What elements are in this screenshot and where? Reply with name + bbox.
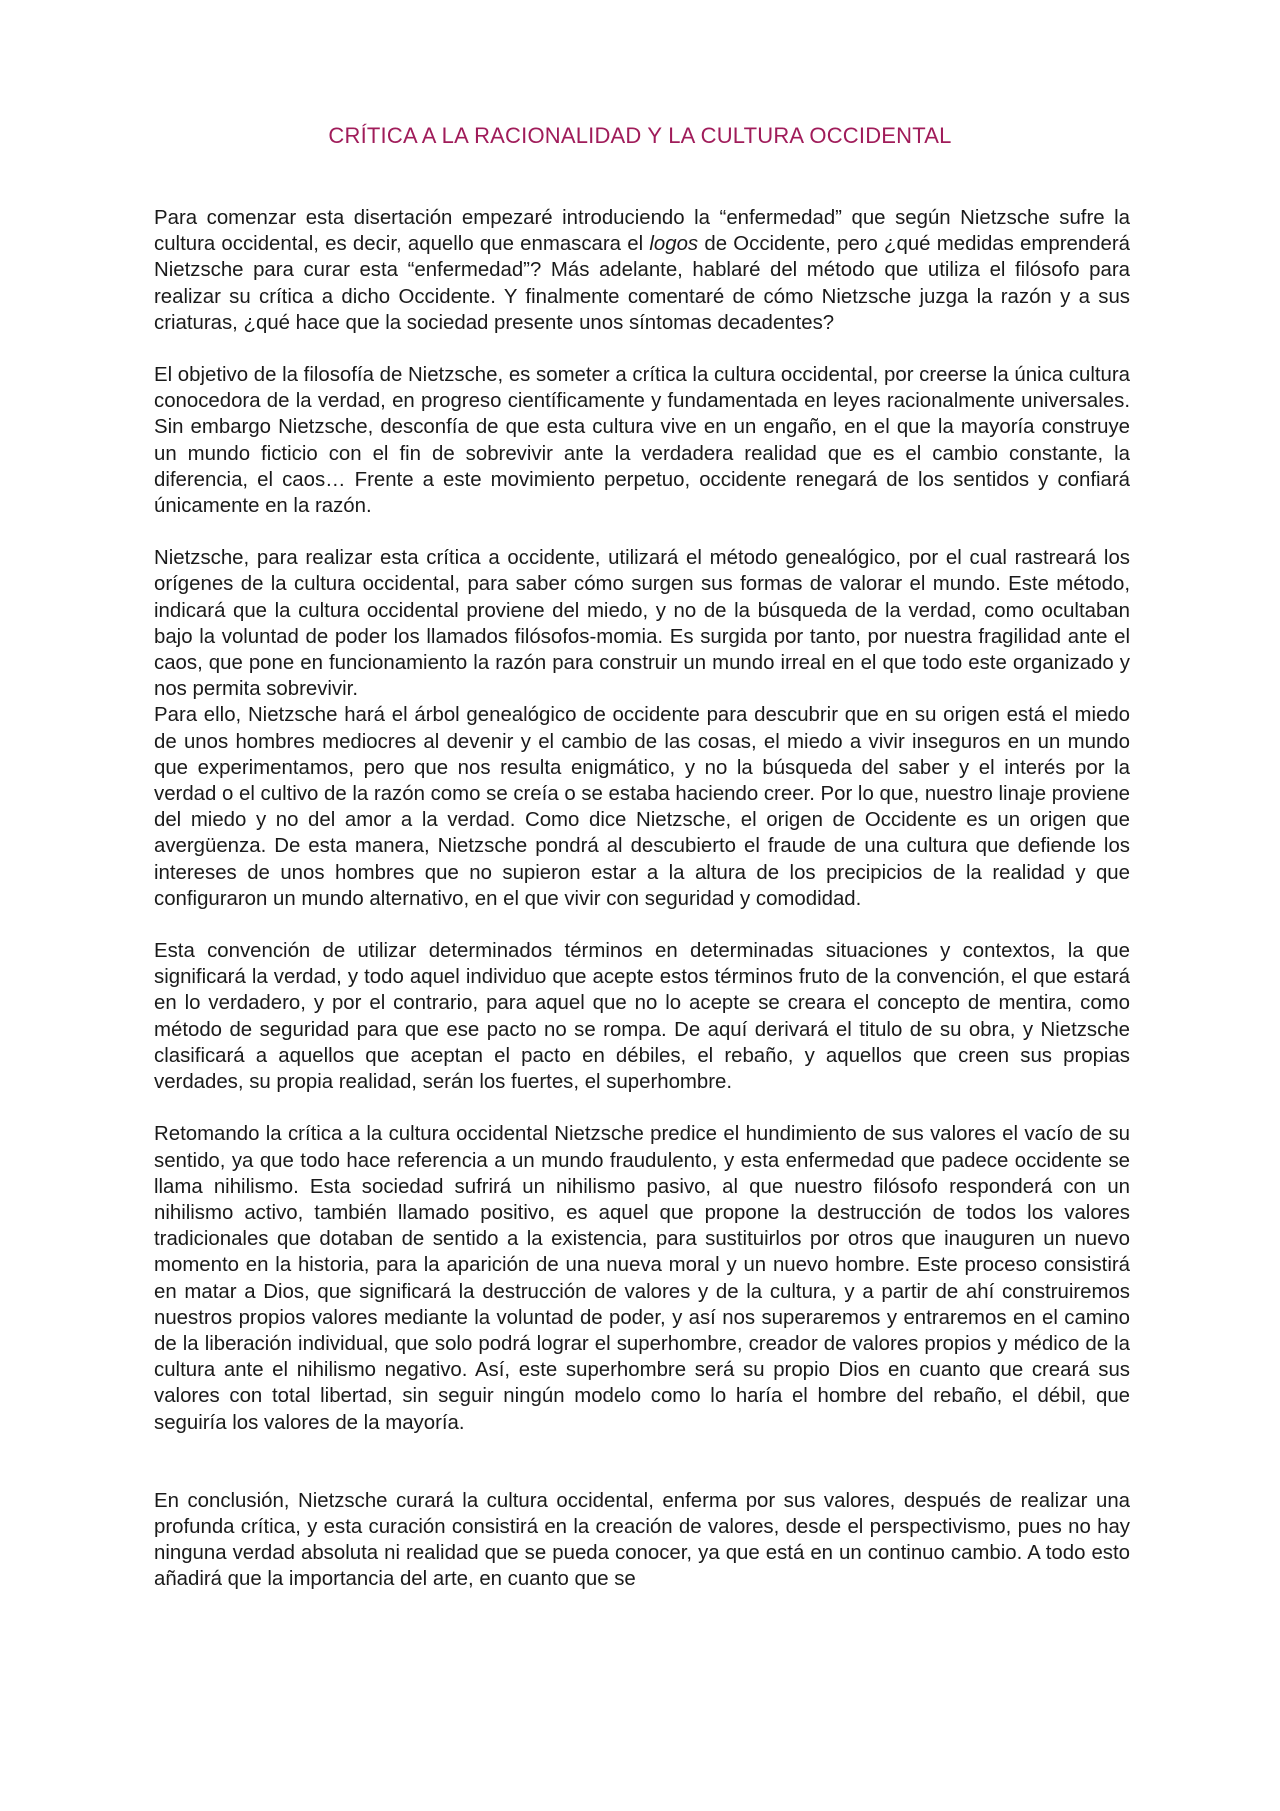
paragraph-introduction-text-start: Para comenzar esta disertación empezaré introduciendo la “enfermedad” que según Nietzsche sufre la cultura occidental, es decir, aquello que enmascara el	[154, 207, 1130, 256]
paragraph-convention: Esta convención de utilizar determinados términos en determinadas situaciones y contextos, la que significará la verdad, y todo aquel individuo que acepte estos términos fruto de la convención, el que estará en lo verdadero, y por el contrario, para aquel que no lo acepte se creara el concepto de mentira, como método de seguridad para que ese pacto no se rompa. De aquí derivará el titulo de su obra, y Nietzsche clasificará a aquellos que aceptan el pacto en débiles, el rebaño, y aquellos que creen sus propias verdades, su propia realidad, serán los fuertes, el superhombre.	[154, 940, 1130, 1094]
paragraph-introduction-italic-term: logos	[649, 233, 699, 256]
paragraph-objective: El objetivo de la filosofía de Nietzsche, es someter a crítica la cultura occidental, por creerse la única cultura conocedora de la verdad, en progreso científicamente y fundamentada en leyes racionalmente universales. Sin embargo Nietzsche, desconfía de que esta cultura vive en un engaño, en el que la mayoría construye un mundo ficticio con el fin de sobrevivir ante la verdadera realidad que es el cambio constante, la diferencia, el caos… Frente a este movimiento perpetuo, occidente renegará de los sentidos y confiará únicamente en la razón.	[154, 364, 1130, 518]
paragraph-introduction-text-end: de Occidente, pero ¿qué medidas emprenderá Nietzsche para curar esta “enfermedad”? Más adelante, hablaré del método que utiliza el filósofo para realizar su crítica a dicho Occidente. Y finalmente comentaré de cómo Nietzsche juzga la razón y a sus criaturas, ¿qué hace que la sociedad presente unos síntomas decadentes?	[154, 233, 1130, 334]
paragraph-genealogical-method: Nietzsche, para realizar esta crítica a occidente, utilizará el método genealógico, por el cual rastreará los orígenes de la cultura occidental, para saber cómo surgen sus formas de valorar el mundo. Este método, indicará que la cultura occidental proviene del miedo, y no de la búsqueda de la verdad, como ocultaban bajo la voluntad de poder los llamados filósofos-momia. Es surgida por tanto, por nuestra fragilidad ante el caos, que pone en funcionamiento la razón para construir un mundo irreal en el que todo este organizado y nos permita sobrevivir.	[154, 547, 1130, 701]
paragraph-conclusion: En conclusión, Nietzsche curará la cultura occidental, enferma por sus valores, después de realizar una profunda crítica, y esta curación consistirá en la creación de valores, desde el perspectivismo, pues no hay ninguna verdad absoluta ni realidad que se pueda conocer, ya que está en un continuo cambio. A todo esto añadirá que la importancia del arte, en cuanto que se	[154, 1489, 1130, 1591]
paragraph-genealogical-tree: Para ello, Nietzsche hará el árbol genealógico de occidente para descubrir que en su origen está el miedo de unos hombres mediocres al devenir y el cambio de las cosas, el miedo a vivir inseguros en un mundo que experimentamos, pero que nos resulta enigmático, y no la búsqueda del saber y el interés por la verdad o el cultivo de la razón como se creía o se estaba haciendo creer. Por lo que, nuestro linaje proviene del miedo y no del amor a la verdad. Como dice Nietzsche, el origen de Occidente es un origen que avergüenza. De esta manera, Nietzsche pondrá al descubierto el fraude de una cultura que defiende los intereses de unos hombres que no supieron estar a la altura de los precipicios de la realidad y que configuraron un mundo alternativo, en el que vivir con seguridad y comodidad.	[154, 704, 1130, 910]
document-body	[154, 205, 1130, 1593]
paragraph-introduction	[154, 205, 1130, 336]
document-title: CRÍTICA A LA RACIONALIDAD Y LA CULTURA OCCIDENTAL	[328, 123, 952, 148]
paragraph-nihilism: Retomando la crítica a la cultura occidental Nietzsche predice el hundimiento de sus valores el vacío de su sentido, ya que todo hace referencia a un mundo fraudulento, y esta enfermedad que padece occidente se llama nihilismo. Esta sociedad sufrirá un nihilismo pasivo, al que nuestro filósofo responderá con un nihilismo activo, también llamado positivo, es aquel que propone la destrucción de todos los valores tradicionales que dotaban de sentido a la existencia, para sustituirlos por otros que inauguren un nuevo momento en la historia, para la aparición de una nueva moral y un nuevo hombre. Este proceso consistirá en matar a Dios, que significará la destrucción de valores y de la cultura, y a partir de ahí construiremos nuestros propios valores mediante la voluntad de poder, y así nos superaremos y entraremos en el camino de la liberación individual, que solo podrá lograr el superhombre, creador de valores propios y médico de la cultura ante el nihilismo negativo. Así, este superhombre será su propio Dios en cuanto que creará sus valores con total libertad, sin seguir ningún modelo como lo haría el hombre del rebaño, el débil, que seguiría los valores de la mayoría.	[154, 1123, 1130, 1434]
